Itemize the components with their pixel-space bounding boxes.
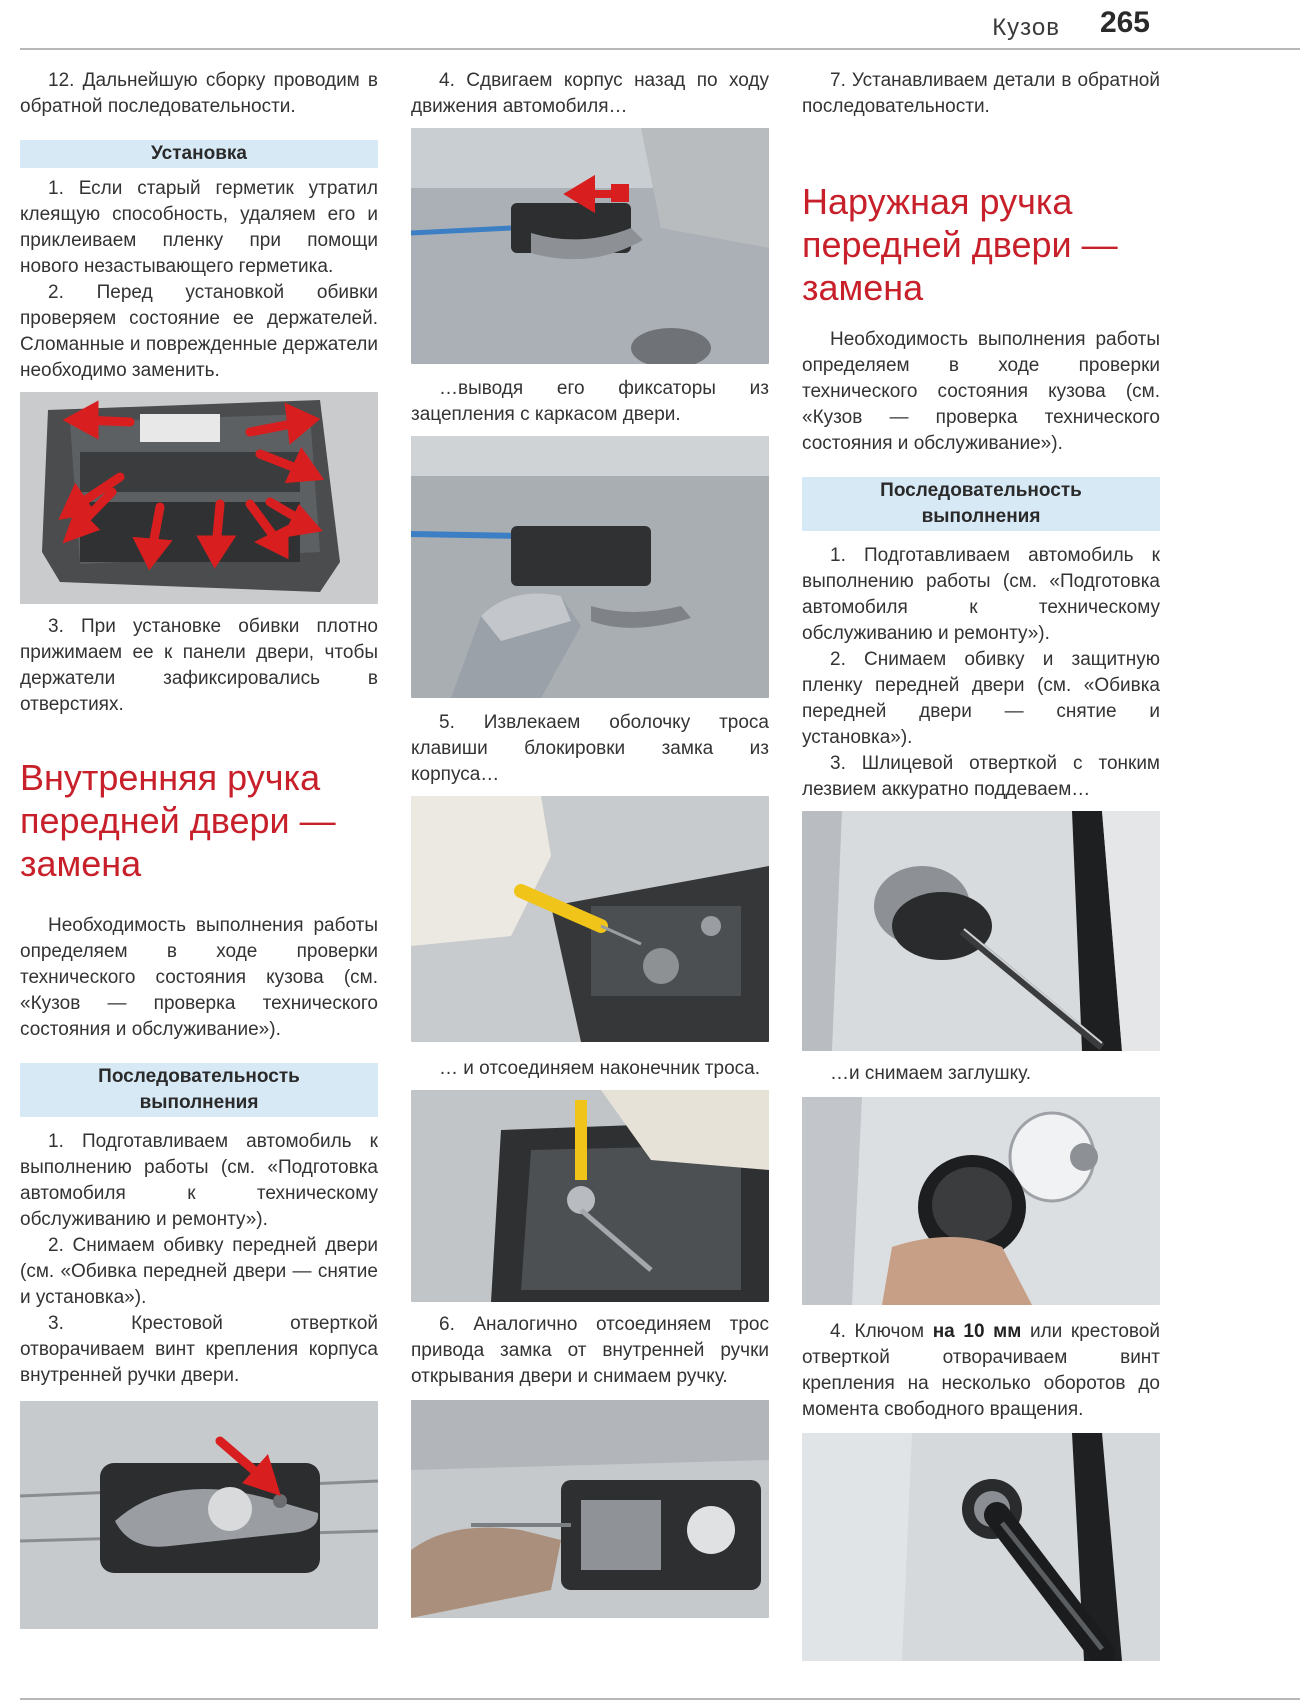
subheading-line: выполнения [139,1092,259,1113]
outer-step-4 [802,1319,1160,1423]
title-line: замена [802,267,924,308]
title-line: Внутренняя ручка [20,757,321,798]
outer-step-1: 1. Подготавливаем автомобиль к выполнению работы (см. «Подготовка автомобиля к техническому обслуживанию и ремонту»). [802,545,1160,644]
step-5: 5. Извлекаем оболочку троса клавиши блокировки замка из корпуса… [411,712,769,785]
step-7: 7. Устанавливаем детали в обратной последовательности. [802,70,1160,117]
outer-step-3: 3. Шлицевой отверткой с тонким лезвием аккуратно поддеваем… [802,753,1160,800]
step-5b: … и отсоединяем наконечник троса. [439,1058,760,1079]
column-middle [411,68,769,1618]
column-right [802,68,1160,1661]
section-name: Кузов [992,14,1060,41]
column-left [20,68,378,1629]
step-4b: …выводя его фиксаторы из зацепления с каркасом двери. [411,378,769,425]
photo-remove-cable-sheath [411,796,769,1042]
photo-remove-handle [411,1400,769,1618]
step-2: 2. Снимаем обивку передней двери (см. «Обивка передней двери — снятие и установка»). [20,1235,378,1308]
install-step-3: 3. При установке обивки плотно прижимаем ее к панели двери, чтобы держатели зафиксировались в отверстиях. [20,616,378,715]
title-line: замена [20,843,142,884]
footer-rule [20,1698,1300,1700]
photo-release-latches [411,436,769,698]
install-step-1: 1. Если старый герметик утратил клеящую способность, удаляем его и приклеиваем пленку при помощи нового незастывающего герметика. [20,178,378,277]
step-1: 1. Подготавливаем автомобиль к выполнению работы (см. «Подготовка автомобиля к техническому обслуживанию и ремонту»). [20,1131,378,1230]
paragraph-necessity: Необходимость выполнения работы определяем в ходе проверки технического состояния кузова (см. «Кузов — проверка технического состояния и обслуживание»). [20,915,378,1040]
section-title-outer-handle [802,180,1160,309]
photo-door-panel-clips [20,392,378,604]
photo-pry-plug [802,811,1160,1051]
page-number: 265 [1099,6,1150,39]
subheading-installation: Установка [20,140,378,168]
title-line: Наружная ручка [802,181,1073,222]
photo-disconnect-cable-tip [411,1090,769,1302]
paragraph-necessity-outer: Необходимость выполнения работы определяем в ходе проверки технического состояния кузова (см. «Кузов — проверка технического состояния и обслуживание»). [802,329,1160,454]
install-step-2: 2. Перед установкой обивки проверяем состояние ее держателей. Сломанные и поврежденные держатели необходимо заменить. [20,282,378,381]
subheading-sequence [20,1063,378,1117]
subheading-line: Последовательность [98,1066,300,1087]
title-line: передней двери — [20,800,336,841]
subheading-sequence-outer [802,477,1160,531]
wrench-size: на 10 мм [932,1321,1022,1342]
outer-step-3b: …и снимаем заглушку. [830,1063,1032,1084]
step-6: 6. Аналогично отсоединяем трос привода замка от внутренней ручки открывания двери и снимаем ручку. [411,1314,769,1387]
subheading-line: Последовательность [880,480,1082,501]
subheading-line: выполнения [921,506,1041,527]
title-line: передней двери — [802,224,1118,265]
step-3: 3. Крестовой отверткой отворачиваем винт крепления корпуса внутренней ручки двери. [20,1313,378,1386]
photo-remove-plug [802,1097,1160,1305]
outer-step-2: 2. Снимаем обивку и защитную пленку передней двери (см. «Обивка передней двери — снятие и установка»). [802,649,1160,748]
step4-prefix: 4. Ключом [830,1321,933,1342]
paragraph-intro: 12. Дальнейшую сборку проводим в обратной последовательности. [20,70,378,117]
step4-suffix: или крестовой отверткой отворачиваем винт крепления на несколько оборотов до момента свободного вращения. [802,1321,1160,1420]
photo-unscrew-bolt [802,1433,1160,1661]
photo-inner-handle-screw [20,1401,378,1629]
section-title-inner-handle [20,756,378,885]
photo-slide-handle-back [411,128,769,364]
step-4: 4. Сдвигаем корпус назад по ходу движения автомобиля… [411,70,769,117]
page-header [20,0,1300,50]
